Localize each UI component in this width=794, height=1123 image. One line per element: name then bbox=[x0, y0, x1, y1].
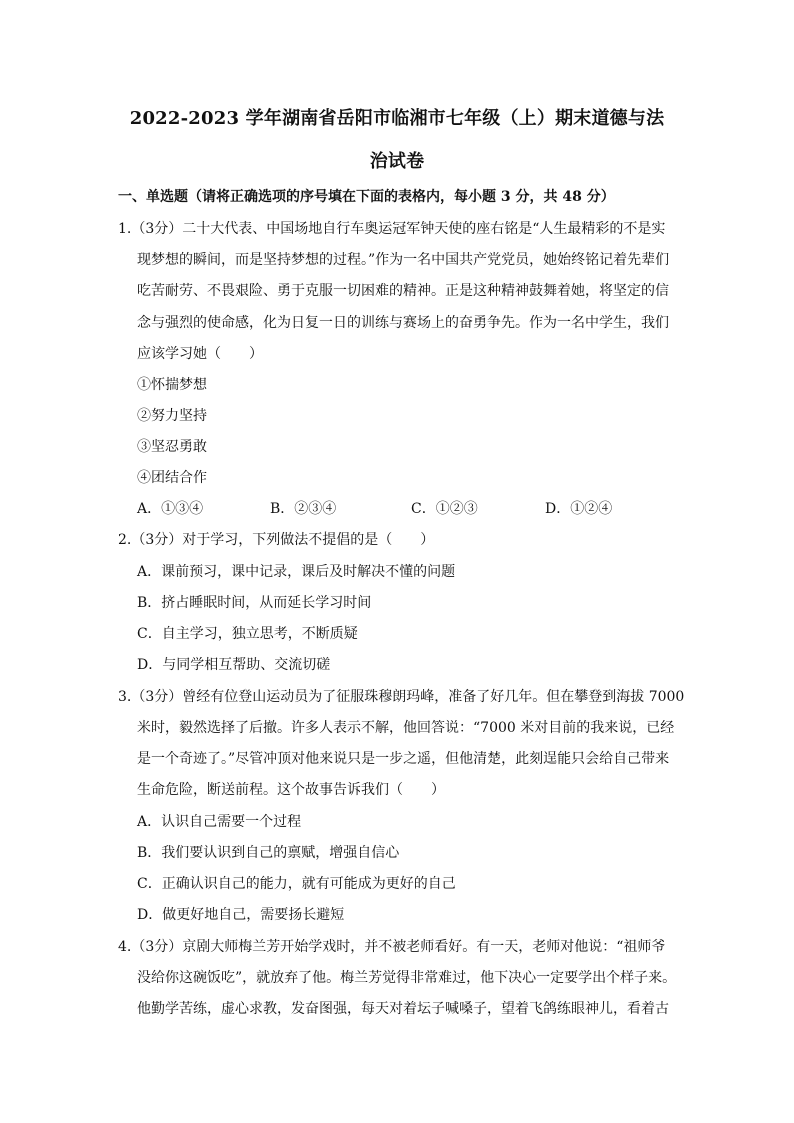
section-heading-single-choice: 一、单选题（请将正确选项的序号填在下面的表格内，每小题 3 分，共 48 分） bbox=[118, 189, 615, 205]
question-1-option-d[interactable]: D．①②④ bbox=[545, 501, 613, 517]
question-1-item-2: ②努力坚持 bbox=[137, 408, 207, 424]
question-1-options bbox=[137, 498, 657, 518]
question-4-line-3: 他勤学苦练，虚心求教，发奋图强，每天对着坛子喊嗓子，望着飞鸽练眼神儿，看着古 bbox=[137, 1001, 669, 1017]
question-1-line-5: 应该学习她（ ） bbox=[137, 346, 263, 362]
question-1-option-c[interactable]: C．①②③ bbox=[411, 501, 478, 517]
question-1-line-2: 现梦想的瞬间，而是坚持梦想的过程。”作为一名中国共产党党员，她始终铭记着先辈们 bbox=[137, 252, 670, 268]
question-1-line-3: 吃苦耐劳、不畏艰险、勇于克服一切困难的精神。正是这种精神鼓舞着她，将坚定的信 bbox=[137, 283, 669, 299]
question-2-line-1: 2.（3分）对于学习，下列做法不提倡的是（ ） bbox=[118, 532, 435, 548]
exam-title-line-1: 2022-2023 学年湖南省岳阳市临湘市七年级（上）期末道德与法 bbox=[129, 108, 665, 129]
question-3-option-a[interactable]: A．认识自己需要一个过程 bbox=[137, 814, 302, 830]
question-1-option-b[interactable]: B．②③④ bbox=[270, 501, 337, 517]
question-2-option-d[interactable]: D．与同学相互帮助、交流切磋 bbox=[137, 657, 331, 673]
question-3-line-3: 是一个奇迹了。”尽管冲顶对他来说只是一步之遥，但他清楚，此刻逞能只会给自己带来 bbox=[137, 751, 670, 767]
question-1-line-4: 念与强烈的使命感，化为日复一日的训练与赛场上的奋勇争先。作为一名中学生，我们 bbox=[137, 315, 669, 331]
exam-title-line-2: 治试卷 bbox=[369, 151, 425, 172]
question-3-line-1: 3.（3分）曾经有位登山运动员为了征服珠穆朗玛峰，准备了好几年。但在攀登到海拔 7000 bbox=[118, 689, 685, 705]
question-4-line-1: 4.（3分）京剧大师梅兰芳开始学戏时，并不被老师看好。有一天，老师对他说：“祖师爷 bbox=[118, 939, 666, 955]
question-3-option-c[interactable]: C．正确认识自己的能力，就有可能成为更好的自己 bbox=[137, 876, 456, 892]
question-3-option-d[interactable]: D．做更好地自己，需要扬长避短 bbox=[137, 907, 345, 923]
question-2-option-c[interactable]: C．自主学习，独立思考，不断质疑 bbox=[137, 626, 358, 642]
question-3-option-b[interactable]: B．我们要认识到自己的禀赋，增强自信心 bbox=[137, 845, 400, 861]
question-1-item-3: ③坚忍勇敢 bbox=[137, 439, 207, 455]
question-2-option-b[interactable]: B．挤占睡眠时间，从而延长学习时间 bbox=[137, 595, 372, 611]
question-1-item-4: ④团结合作 bbox=[137, 470, 207, 486]
question-3-line-2: 米时，毅然选择了后撤。许多人表示不解，他回答说：“7000 米对目前的我来说，已经 bbox=[137, 720, 675, 736]
question-3-line-4: 生命危险，断送前程。这个故事告诉我们（ ） bbox=[137, 782, 445, 798]
question-1-line-1: 1.（3分）二十大代表、中国场地自行车奥运冠军钟天使的座右铭是“人生最精彩的不是实 bbox=[118, 221, 666, 237]
question-1-item-1: ①怀揣梦想 bbox=[137, 377, 207, 393]
question-2-option-a[interactable]: A．课前预习，课中记录，课后及时解决不懂的问题 bbox=[137, 564, 456, 580]
question-1-option-a[interactable]: A．①③④ bbox=[137, 501, 204, 517]
question-4-line-2: 没给你这碗饭吃”，就放弃了他。梅兰芳觉得非常难过，他下决心一定要学出个样子来。 bbox=[137, 970, 677, 986]
